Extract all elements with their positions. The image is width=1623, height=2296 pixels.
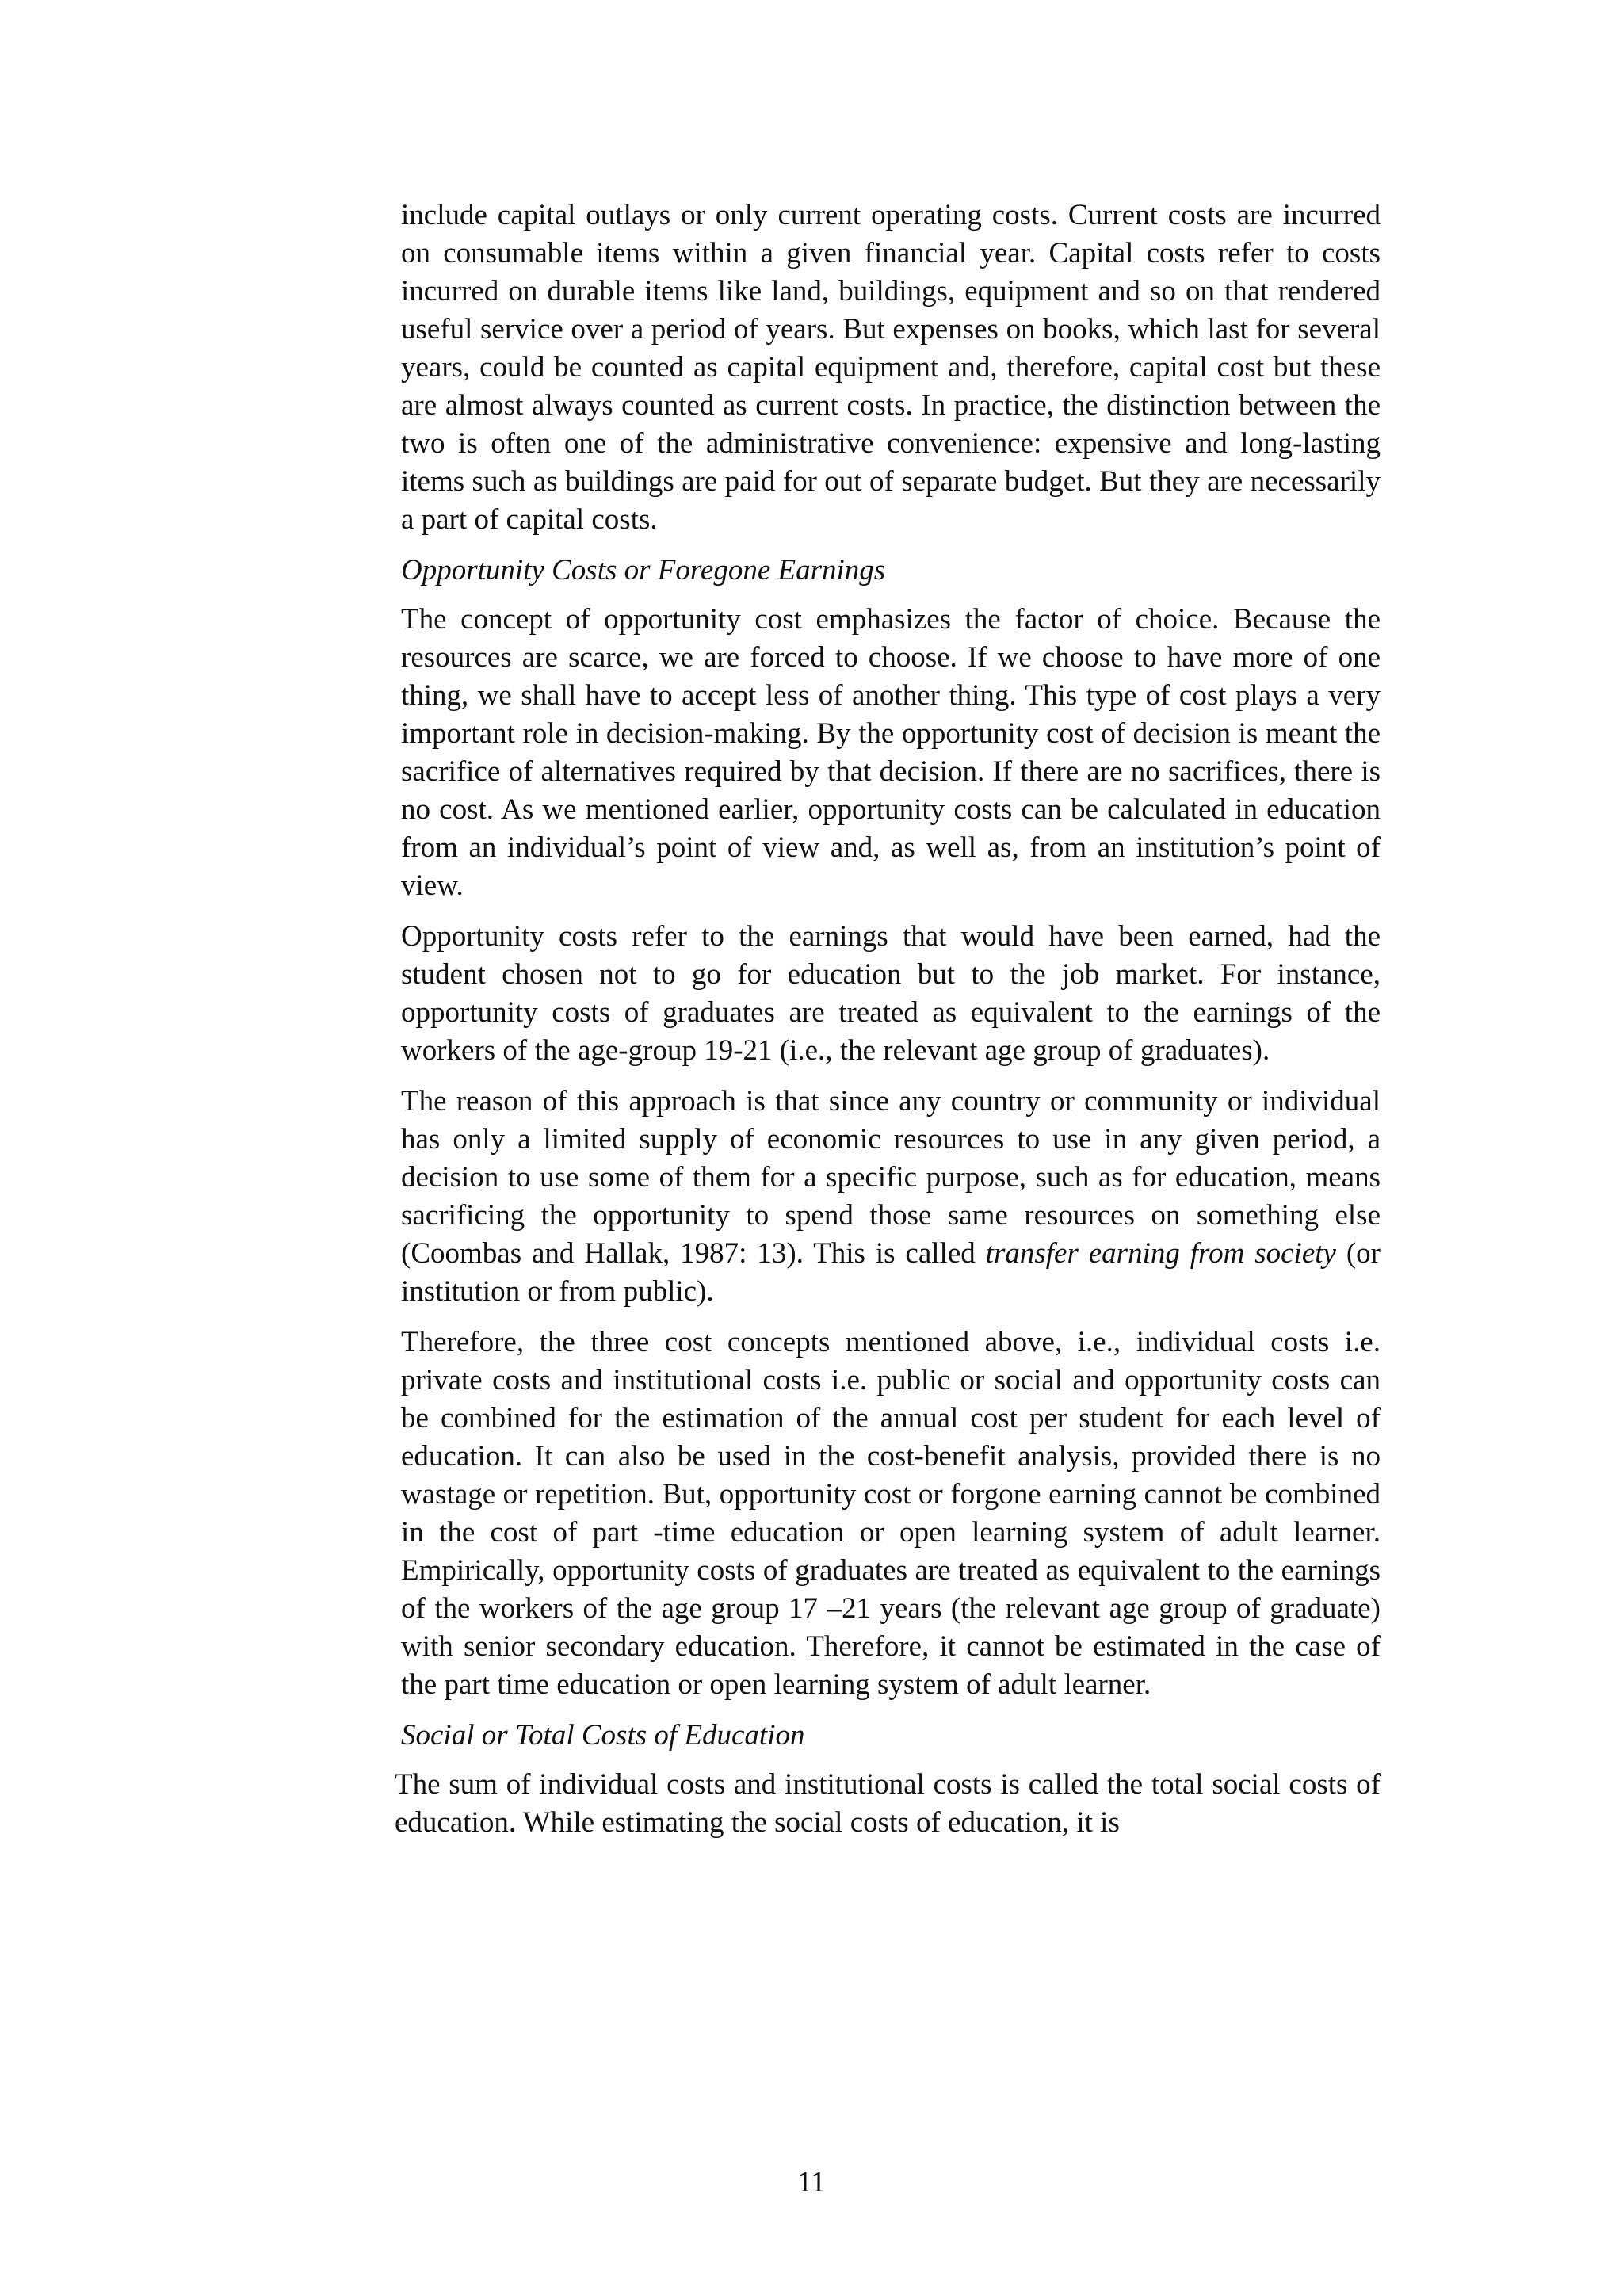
paragraph-reason-approach <box>401 1083 1381 1311</box>
paragraph-reason-text: The reason of this approach is that since any country or community or individual has only a limited supply of economic resources to use in any given period, a decision to use some of them for a specific purpose, such as for education, means sacrificing the opportunity to spend those same resources on something else (Coombas and Hallak, 1987: 13). This is called <box>401 1085 1381 1270</box>
paragraph-reason-tail: (or institution or from public). <box>401 1237 1381 1308</box>
paragraph-three-cost-concepts: Therefore, the three cost concepts mentioned above, i.e., individual costs i.e. private costs and institutional costs i.e. public or social and opportunity costs can be combined for the estimation of the annual cost per student for each level of education. It can also be used in the cost-benefit analysis, provided there is no wastage or repetition. But, opportunity cost or forgone earning cannot be combined in the cost of part -time education or open learning system of adult learner. Empirically, opportunity costs of graduates are treated as equivalent to the earnings of the workers of the age group 17 –21 years (the relevant age group of graduate) with senior secondary education. Therefore, it cannot be estimated in the case of the part time education or open learning system of adult learner. <box>401 1326 1381 1701</box>
page-number: 11 <box>797 2166 826 2199</box>
paragraph-opportunity-concept: The concept of opportunity cost emphasizes the factor of choice. Because the resources are scarce, we are forced to choose. If we choose to have more of one thing, we shall have to accept less of another thing. This type of cost plays a very important role in decision-making. By the opportunity cost of decision is meant the sacrifice of alternatives required by that decision. If there are no sacrifices, there is no cost. As we mentioned earlier, opportunity costs can be calculated in education from an individual’s point of view and, as well as, from an institution’s point of view. <box>401 603 1381 902</box>
heading-social-costs: Social or Total Costs of Education <box>401 1719 805 1752</box>
paragraph-capital-costs: include capital outlays or only current operating costs. Current costs are incurred on consumable items within a given financial year. Capital costs refer to costs incurred on durable items like land, buildings, equipment and so on that rendered useful service over a period of years. But expenses on books, which last for several years, could be counted as capital equipment and, therefore, capital cost but these are almost always counted as current costs. In practice, the distinction between the two is often one of the administrative convenience: expensive and long-lasting items such as buildings are paid for out of separate budget. But they are necessarily a part of capital costs. <box>401 199 1381 536</box>
italic-term-transfer-earning: transfer earning from society <box>985 1237 1336 1270</box>
text-column <box>395 197 1381 1855</box>
heading-opportunity-costs: Opportunity Costs or Foregone Earnings <box>401 554 886 586</box>
paragraph-social-costs: The sum of individual costs and institutional costs is called the total social costs of education. While estimating the social costs of education, it is <box>395 1768 1381 1839</box>
paragraph-opportunity-earnings: Opportunity costs refer to the earnings that would have been earned, had the student chosen not to go for education but to the job market. For instance, opportunity costs of graduates are treated as equivalent to the earnings of the workers of the age-group 19-21 (i.e., the relevant age group of graduates). <box>401 920 1381 1067</box>
